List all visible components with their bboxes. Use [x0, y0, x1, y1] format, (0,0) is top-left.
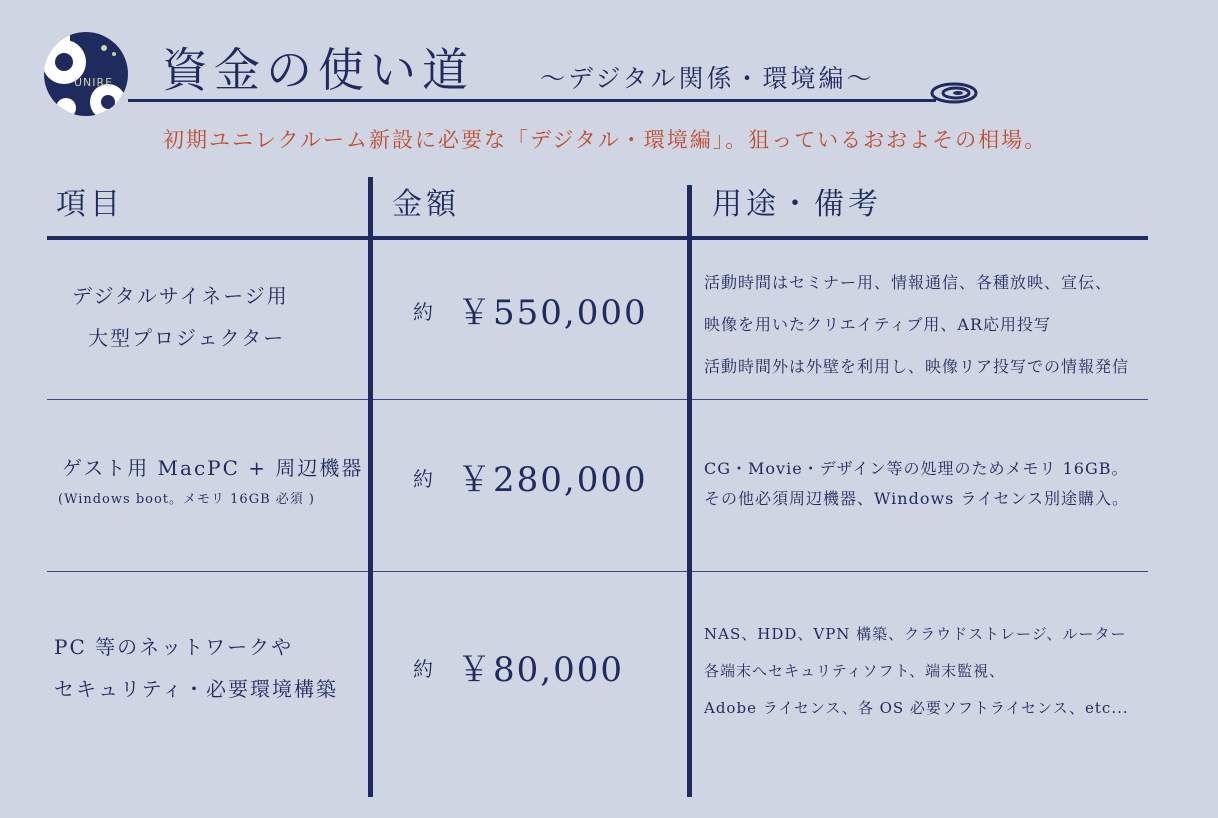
row-divider — [47, 571, 1148, 572]
header-divider — [47, 236, 1148, 240]
row3-yaku: 約 — [413, 657, 435, 681]
row2-desc — [704, 454, 1129, 514]
row1-item — [72, 275, 289, 359]
row2-item-note: (Windows boot。メモリ 16GB 必須 ) — [58, 492, 315, 507]
row3-desc-line2: 各端末へセキュリティソフト、端末監視、 — [704, 662, 1006, 680]
row3-item-line1: PC 等のネットワークや — [54, 635, 294, 659]
gear-icon — [44, 32, 128, 116]
swirl-ornament — [928, 78, 980, 104]
row2-price — [413, 459, 648, 500]
title-underline — [128, 99, 936, 102]
row3-item — [54, 626, 338, 710]
row2-price-value: ￥280,000 — [457, 460, 648, 500]
row1-item-line2: 大型プロジェクター — [88, 326, 286, 350]
logo — [44, 32, 128, 116]
row2-desc-line2: その他必須周辺機器、Windows ライセンス別途購入。 — [704, 489, 1130, 508]
header-usage: 用途・備考 — [712, 187, 882, 222]
row1-desc-line3: 活動時間外は外壁を利用し、映像リア投写での情報発信 — [704, 357, 1130, 376]
row3-desc-line1: NAS、HDD、VPN 構築、クラウドストレージ、ルーター — [704, 625, 1127, 643]
row2-yaku: 約 — [413, 467, 435, 491]
row3-desc — [704, 616, 1129, 727]
logo-text: UNIRE — [74, 76, 114, 89]
header-item: 項目 — [56, 187, 124, 222]
row3-price-value: ￥80,000 — [457, 650, 624, 690]
row2-item-line1: ゲスト用 MacPC + 周辺機器 — [62, 456, 364, 480]
row-divider — [47, 399, 1148, 400]
row1-desc — [704, 262, 1129, 388]
row1-price — [413, 292, 648, 333]
row1-desc-line2: 映像を用いたクリエイティブ用、AR応用投写 — [704, 315, 1052, 334]
row1-desc-line1: 活動時間はセミナー用、情報通信、各種放映、宣伝、 — [704, 273, 1113, 292]
intro-note: 初期ユニレクルーム新設に必要な「デジタル・環境編」。狙っているおおよその相場。 — [163, 128, 1048, 152]
column-divider — [687, 185, 692, 797]
row1-item-line1: デジタルサイネージ用 — [72, 284, 289, 308]
row1-yaku: 約 — [413, 300, 435, 324]
page-title: 資金の使い道 — [162, 43, 474, 97]
row3-desc-line3: Adobe ライセンス、各 OS 必要ソフトライセンス、etc... — [704, 699, 1129, 717]
row3-item-line2: セキュリティ・必要環境構築 — [54, 677, 338, 701]
column-divider — [368, 177, 373, 797]
page-subtitle: ～デジタル関係・環境編～ — [540, 64, 875, 93]
row1-price-value: ￥550,000 — [457, 293, 648, 333]
header-amount: 金額 — [392, 187, 460, 222]
row3-price — [413, 649, 624, 690]
row2-desc-line1: CG・Movie・デザイン等の処理のためメモリ 16GB。 — [704, 459, 1129, 478]
